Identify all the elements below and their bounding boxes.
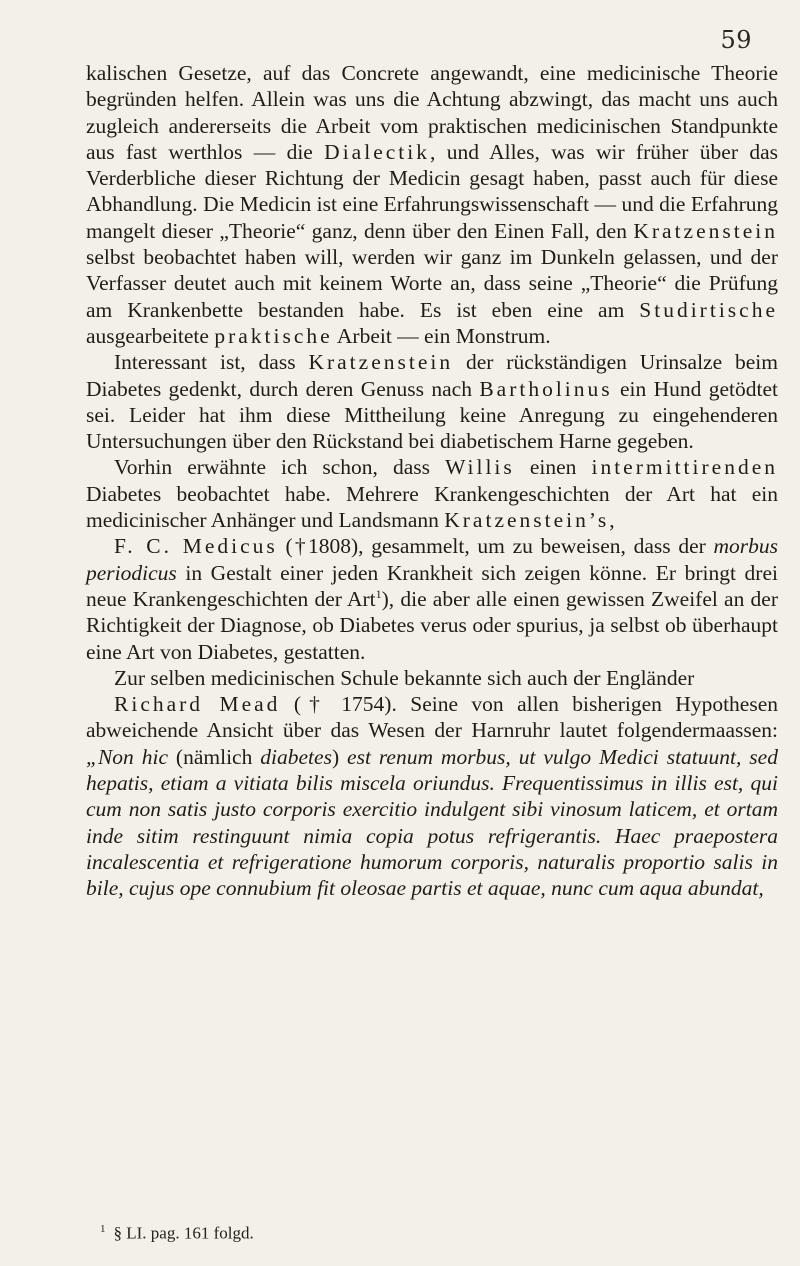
paragraph bbox=[86, 349, 778, 454]
spaced-name: Richard Mead bbox=[114, 692, 281, 717]
text-segment: ausgearbeitete bbox=[86, 323, 215, 348]
italic-text: diabetes bbox=[260, 744, 332, 769]
footnote-reference: 1 bbox=[375, 586, 382, 601]
text-segment: , und Alles, was wir früher über das Verderbliche dieser Richtung der Medicin gesagt haben, passt auch für diese Abhandlung. Die Medicin ist eine Erfahrungswissenschaft — und die Erfahrung mangelt dieser „Theorie“ ganz, denn über den Einen Fall, den bbox=[86, 139, 778, 243]
spaced-name: Willis bbox=[445, 455, 515, 480]
text-segment: ), die aber alle einen gewissen Zweifel an der Richtigkeit der Diagnose, ob Diabetes verus oder spurius, ja selbst ob überhaupt eine Art von Diabetes, gestatten. bbox=[86, 586, 778, 664]
spaced-name: Dialectik bbox=[324, 139, 430, 164]
spaced-name: Kratzenstein bbox=[633, 218, 778, 243]
italic-text: morbus periodicus bbox=[86, 534, 778, 585]
spaced-name: Bartholinus bbox=[479, 376, 613, 401]
main-text-body bbox=[86, 60, 778, 902]
text-segment: Vorhin erwähnte ich schon, dass bbox=[114, 455, 446, 480]
spaced-name: Kratzenstein’s bbox=[444, 508, 610, 533]
paragraph bbox=[86, 691, 778, 901]
text-segment: ein Hund getödtet sei. Leider hat ihm diese Mittheilung keine Anregung zu eingehenderen Untersuchungen über den Rückstand bei diabetischem Harne gegeben. bbox=[86, 376, 778, 454]
spaced-name: intermittirenden bbox=[591, 455, 778, 480]
footnote bbox=[100, 1218, 760, 1245]
text-segment: (nämlich bbox=[168, 744, 261, 769]
page-number: 59 bbox=[720, 26, 752, 54]
text-segment: der rückständigen Urinsalze beim Diabetes gedenkt, durch deren Genuss nach bbox=[86, 350, 779, 401]
text-segment: ) bbox=[331, 744, 348, 769]
text-segment: (†1808), gesammelt, um zu beweisen, dass der bbox=[277, 534, 714, 559]
footnote-text: § LI. pag. 161 folgd. bbox=[113, 1223, 254, 1243]
text-segment: selbst beobachtet haben will, werden wir ganz im Dunkeln gelassen, und der Verfasser deutet auch mit keinem Worte an, dass seine „Theorie“ die Prüfung am Krankenbette bestanden habe. Es ist eben eine am bbox=[86, 245, 778, 322]
paragraph bbox=[86, 665, 778, 691]
text-segment: Interessant ist, dass bbox=[114, 350, 309, 375]
text-segment: († 1754). Seine von allen bisherigen Hypothesen abweichende Ansicht über das Wesen der Harnruhr lautet folgendermaassen: bbox=[86, 692, 778, 743]
text-segment: , bbox=[609, 508, 615, 533]
text-segment: Diabetes beobachtet habe. Mehrere Krankengeschichten der Art hat ein medicinischer Anhänger und Landsmann bbox=[86, 481, 778, 533]
italic-text: „Non hic bbox=[86, 744, 168, 769]
spaced-name: praktische bbox=[214, 323, 333, 348]
text-segment: Zur selben medicinischen Schule bekannte sich auch der Engländer bbox=[114, 665, 695, 690]
spaced-name: Studirtische bbox=[639, 297, 778, 322]
text-segment: einen bbox=[514, 455, 592, 480]
spaced-name: Kratzenstein bbox=[308, 350, 454, 375]
italic-text: est renum morbus, ut vulgo Medici statuunt, sed hepatis, etiam a vitiata bilis miscela oriundus. Frequentissimus in illis est, qui cum non satis justo corporis exercitio indulgent sibi vinosum laticem, et ortam inde sitim restinguunt nimia copia potus refrigerantis. Haec praepostera incalescentia et refrigeratione humorum corporis, naturalis proportio salis in bile, cujus ope connubium fit oleosae partis et aquae, nunc cum aqua abundat, bbox=[86, 744, 778, 901]
text-segment: Arbeit — ein Monstrum. bbox=[332, 323, 551, 348]
paragraph bbox=[86, 454, 778, 533]
text-segment: kalischen Gesetze, auf das Concrete angewandt, eine medicinische Theorie begründen helfen. Allein was uns die Achtung abzwingt, das macht uns auch zugleich andererseits die Arbeit vom praktischen medicinischen Standpunkte aus fast werthlos — die bbox=[86, 61, 778, 164]
spaced-name: F. C. Medicus bbox=[114, 534, 278, 559]
paragraph bbox=[86, 60, 778, 349]
paragraph bbox=[86, 533, 778, 664]
text-segment: in Gestalt einer jeden Krankheit sich zeigen könne. Er bringt drei neue Krankengeschichten der Art bbox=[86, 560, 778, 611]
footnote-marker: 1 bbox=[100, 1223, 106, 1235]
